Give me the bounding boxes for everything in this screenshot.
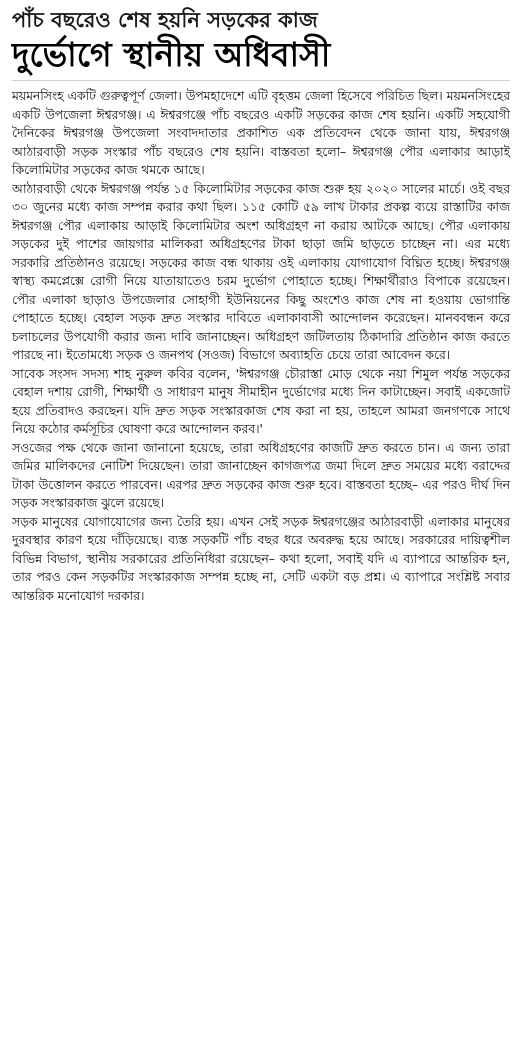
headline-divider: [12, 80, 510, 81]
paragraph-roads-dept-response: সওজের পক্ষ থেকে জানা জানানো হয়েছে, তারা অধিগ্রহণের কাজটি দ্রুত করতে চান। এ জন্য তারা জমির মালিকদের নোটিশ দিয়েছেন। তারা জানাচ্ছেন কাগজপত্র জমা দিলে দ্রুত সময়ের মধ্যে বরাদ্দের টাকা উত্তোলন করতে পারবেন। এরপর দ্রুত সড়কের কাজ শুরু হবে। বাস্তবতা হচ্ছে– এর পরও দীর্ঘ দিন সড়ক সংস্কারকাজ ঝুলে রয়েছে।: [12, 440, 510, 510]
paragraph-conclusion: সড়ক মানুষের যোগাযোগের জন্য তৈরি হয়। এখন সেই সড়ক ঈশ্বরগঞ্জের আঠারবাড়ী এলাকার মানুষের দুরবস্থার কারণ হয়ে দাঁড়িয়েছে। ব্যস্ত সড়কটি পাঁচ বছর ধরে অবরুদ্ধ হয়ে আছে। সরকারের দায়িত্বশীল বিভিন্ন বিভাগ, স্থানীয় সরকারের প্রতিনিধিরা রয়েছেন– কথা হলো, সবাই যদি এ ব্যাপারে আন্তরিক হন, তার পরও কেন সড়কটির সংস্কারকাজ সম্পন্ন হচ্ছে না, সেটি একটা বড় প্রশ্ন। এ ব্যাপারে সংশ্লিষ্ট সবার আন্তরিক মনোযোগ দরকার।: [12, 514, 510, 603]
paragraph-project-details: আঠারবাড়ী থেকে ঈশ্বরগঞ্জ পর্যন্ত ১৫ কিলোমিটার সড়কের কাজ শুরু হয় ২০২০ সালের মার্চে। ওই বছর ৩০ জুনের মধ্যে কাজ সম্পন্ন করার কথা ছিল। ১১৫ কোটি ৫৯ লাখ টাকার প্রকল্প ব্যয়ে রাস্তাটির কাজ ঈশ্বরগঞ্জ পৌর এলাকায় আড়াই কিলোমিটার অংশ অধিগ্রহণ না করায় আটকে আছে। পৌর এলাকায় সড়কের দুই পাশের জায়গার মালিকরা অধিগ্রহণের টাকা ছাড়া জমি ছাড়তে চাচ্ছেন না। এর মধ্যে সরকারি প্রতিষ্ঠানও রয়েছে। সড়কের কাজ বন্ধ থাকায় ওই এলাকায় যোগাযোগ বিঘ্নিত হচ্ছে। ঈশ্বরগঞ্জ স্বাস্থ্য কমপ্লেক্সে রোগী নিয়ে যাতায়াতেও চরম দুর্ভোগ পোহাতে হচ্ছে। শিক্ষার্থীরাও বিপাকে রয়েছেন। পৌর এলাকা ছাড়াও উপজেলার সোহাগী ইউনিয়নের কিছু অংশেও কাজ শেষ না হওয়ায় ভোগান্তি পোহাতে হচ্ছে। বেহাল সড়ক দ্রুত সংস্কার দাবিতে এলাকাবাসী আন্দোলন করেছেন। মানববন্ধন করে চলাচলের উপযোগী করার জন্য দাবি জানাচ্ছেন। অধিগ্রহণ জটিলতায় ঠিকাদারি প্রতিষ্ঠান কাজ করতে পারছে না। ইতোমধ্যে সড়ক ও জনপথ (সওজ) বিভাগে অব্যাহতি চেয়ে তারা আবেদন করে।: [12, 181, 510, 362]
paragraph-former-mp-quote: সাবেক সংসদ সদস্য শাহ নুরুল কবির বলেন, 'ঈশ্বরগঞ্জ চৌরাস্তা মোড় থেকে নয়া শিমুল পর্যন্ত সড়কের বেহাল দশায় রোগী, শিক্ষার্থী ও সাধারণ মানুষ সীমাহীন দুর্ভোগের মধ্যে দিন কাটাচ্ছেন। সবাই একজোট হয়ে প্রতিবাদও করছেন। যদি দ্রুত সড়ক সংস্কারকাজ শেষ করা না হয়, তাহলে আমরা জনগণকে সাথে নিয়ে কঠোর কর্মসূচির ঘোষণা করে আন্দোলন করব।': [12, 366, 510, 436]
article-headline: দুর্ভোগে স্থানীয় অধিবাসী: [12, 35, 331, 74]
article-body: [12, 87, 510, 605]
paragraph-intro: ময়মনসিংহ একটি গুরুত্বপূর্ণ জেলা। উপমহাদেশে এটি বৃহত্তম জেলা হিসেবে পরিচিত ছিল। ময়মনসিংহের একটি উপজেলা ঈশ্বরগঞ্জ। এ ঈশ্বরগঞ্জে পাঁচ বছরেও একটি সড়কের কাজ শেষ হয়নি। একটি সহযোগী দৈনিকের ঈশ্বরগঞ্জ উপজেলা সংবাদদাতার প্রকাশিত এক প্রতিবেদন থেকে জানা যায়, ঈশ্বরগঞ্জ আঠারবাড়ী সড়ক সংস্কার পাঁচ বছরেও শেষ হয়নি। বাস্তবতা হলো– ঈশ্বরগঞ্জ পৌর এলাকার আড়াই কিলোমিটার সড়কের কাজ থমকে আছে।: [12, 89, 510, 177]
article-kicker: পাঁচ বছরেও শেষ হয়নি সড়কের কাজ: [12, 8, 318, 32]
